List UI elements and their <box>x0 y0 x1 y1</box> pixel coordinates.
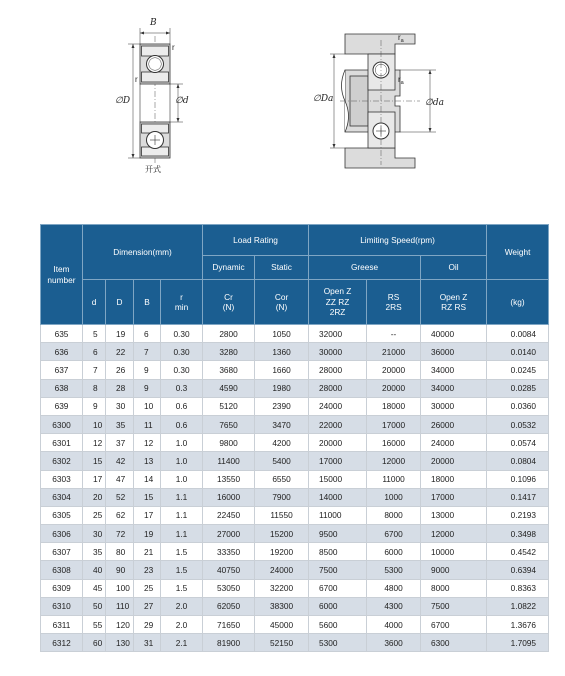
cell-weight: 0.0140 <box>487 343 549 361</box>
label-D: ∅D <box>115 96 131 106</box>
cell-r-min: 0.30 <box>161 361 203 379</box>
table-row <box>41 434 549 452</box>
cell-r-min: 0.30 <box>161 343 203 361</box>
cell-oil: 13000 <box>421 506 487 524</box>
cell-cor: 52150 <box>255 634 309 652</box>
table-row <box>41 361 549 379</box>
cell-B: 17 <box>134 506 161 524</box>
cell-d: 40 <box>83 561 106 579</box>
cell-item: 637 <box>41 361 83 379</box>
header-dimension: Dimension(mm) <box>83 225 203 280</box>
cell-oil: 6700 <box>421 616 487 634</box>
cell-weight: 0.4542 <box>487 543 549 561</box>
cell-oil: 34000 <box>421 379 487 397</box>
cell-item: 635 <box>41 325 83 343</box>
cell-item: 6301 <box>41 434 83 452</box>
cell-cr: 33350 <box>203 543 255 561</box>
table-row <box>41 579 549 597</box>
cell-r-min: 2.1 <box>161 634 203 652</box>
cell-weight: 0.0285 <box>487 379 549 397</box>
cell-d: 10 <box>83 415 106 433</box>
cell-oil: 24000 <box>421 434 487 452</box>
label-r-top: r <box>172 43 175 52</box>
cell-cr: 16000 <box>203 488 255 506</box>
table-row <box>41 634 549 652</box>
cell-greese-open: 28000 <box>309 379 367 397</box>
header-static: Static <box>255 256 309 280</box>
cell-oil: 6300 <box>421 634 487 652</box>
cell-item: 6312 <box>41 634 83 652</box>
cell-d: 6 <box>83 343 106 361</box>
cell-B: 9 <box>134 361 161 379</box>
cell-r-min: 0.6 <box>161 415 203 433</box>
cell-weight: 0.0532 <box>487 415 549 433</box>
cell-weight: 0.3498 <box>487 525 549 543</box>
table-row <box>41 379 549 397</box>
cell-D: 80 <box>106 543 134 561</box>
header-rs-2rs: RS 2RS <box>367 280 421 325</box>
cell-r-min: 0.3 <box>161 379 203 397</box>
cell-cr: 9800 <box>203 434 255 452</box>
cell-cr: 53050 <box>203 579 255 597</box>
cell-greese-rs: 5300 <box>367 561 421 579</box>
label-ra-mid: $r_a$ <box>398 75 404 86</box>
cell-B: 9 <box>134 379 161 397</box>
cell-greese-open: 8500 <box>309 543 367 561</box>
cell-greese-rs: 20000 <box>367 361 421 379</box>
cell-greese-rs: 3600 <box>367 634 421 652</box>
cell-r-min: 1.5 <box>161 543 203 561</box>
cell-oil: 30000 <box>421 397 487 415</box>
cell-D: 100 <box>106 579 134 597</box>
cell-greese-open: 22000 <box>309 415 367 433</box>
cell-cr: 71650 <box>203 616 255 634</box>
cell-r-min: 0.6 <box>161 397 203 415</box>
bearing-spec-table <box>40 224 549 652</box>
cell-greese-rs: 6000 <box>367 543 421 561</box>
cell-cor: 32200 <box>255 579 309 597</box>
cell-greese-rs: 4800 <box>367 579 421 597</box>
cell-greese-rs: 17000 <box>367 415 421 433</box>
cell-greese-rs: 1000 <box>367 488 421 506</box>
cell-weight: 0.1096 <box>487 470 549 488</box>
cell-cor: 7900 <box>255 488 309 506</box>
cell-B: 19 <box>134 525 161 543</box>
cell-D: 47 <box>106 470 134 488</box>
cell-r-min: 1.1 <box>161 488 203 506</box>
cell-greese-rs: 16000 <box>367 434 421 452</box>
header-kg: (kg) <box>487 280 549 325</box>
cell-greese-open: 20000 <box>309 434 367 452</box>
cell-item: 6304 <box>41 488 83 506</box>
cell-greese-open: 9500 <box>309 525 367 543</box>
cell-d: 5 <box>83 325 106 343</box>
cell-item: 6302 <box>41 452 83 470</box>
cell-greese-rs: 4300 <box>367 597 421 615</box>
cell-r-min: 2.0 <box>161 616 203 634</box>
header-open-z-rz-rs: Open Z RZ RS <box>421 280 487 325</box>
cell-cor: 24000 <box>255 561 309 579</box>
cell-item: 6303 <box>41 470 83 488</box>
header-load-rating: Load Rating <box>203 225 309 256</box>
cell-cr: 4590 <box>203 379 255 397</box>
cell-greese-open: 17000 <box>309 452 367 470</box>
cell-oil: 40000 <box>421 325 487 343</box>
cell-cor: 1050 <box>255 325 309 343</box>
cell-D: 35 <box>106 415 134 433</box>
cell-greese-open: 15000 <box>309 470 367 488</box>
cell-greese-rs: 20000 <box>367 379 421 397</box>
cell-cor: 1980 <box>255 379 309 397</box>
cell-oil: 18000 <box>421 470 487 488</box>
table-row <box>41 343 549 361</box>
cell-B: 6 <box>134 325 161 343</box>
table-row <box>41 597 549 615</box>
cell-D: 28 <box>106 379 134 397</box>
cell-D: 19 <box>106 325 134 343</box>
cell-weight: 0.0360 <box>487 397 549 415</box>
header-greese: Greese <box>309 256 421 280</box>
cell-D: 37 <box>106 434 134 452</box>
cell-greese-rs: 18000 <box>367 397 421 415</box>
cell-greese-open: 24000 <box>309 397 367 415</box>
header-oil: Oil <box>421 256 487 280</box>
cell-B: 12 <box>134 434 161 452</box>
cell-d: 55 <box>83 616 106 634</box>
cell-weight: 0.0245 <box>487 361 549 379</box>
cell-oil: 12000 <box>421 525 487 543</box>
cell-cor: 15200 <box>255 525 309 543</box>
cell-cor: 1360 <box>255 343 309 361</box>
cell-weight: 0.0574 <box>487 434 549 452</box>
cell-greese-open: 6700 <box>309 579 367 597</box>
table-row <box>41 525 549 543</box>
cell-cr: 11400 <box>203 452 255 470</box>
table-row <box>41 325 549 343</box>
cell-oil: 36000 <box>421 343 487 361</box>
header-open-z-zz-rz-2rz: Open Z ZZ RZ 2RZ <box>309 280 367 325</box>
cell-B: 7 <box>134 343 161 361</box>
cell-greese-open: 5600 <box>309 616 367 634</box>
cell-D: 120 <box>106 616 134 634</box>
cell-cor: 3470 <box>255 415 309 433</box>
cell-D: 42 <box>106 452 134 470</box>
cell-d: 45 <box>83 579 106 597</box>
cell-D: 22 <box>106 343 134 361</box>
bearing-drawings <box>0 0 565 200</box>
cell-cr: 81900 <box>203 634 255 652</box>
cell-B: 29 <box>134 616 161 634</box>
cell-weight: 0.0084 <box>487 325 549 343</box>
cell-item: 6306 <box>41 525 83 543</box>
cell-r-min: 1.1 <box>161 525 203 543</box>
cell-B: 13 <box>134 452 161 470</box>
cell-weight: 0.2193 <box>487 506 549 524</box>
cell-cor: 11550 <box>255 506 309 524</box>
cell-B: 31 <box>134 634 161 652</box>
cell-weight: 0.8363 <box>487 579 549 597</box>
cell-r-min: 1.0 <box>161 434 203 452</box>
cell-greese-rs: 8000 <box>367 506 421 524</box>
cell-greese-rs: 21000 <box>367 343 421 361</box>
cell-weight: 0.0804 <box>487 452 549 470</box>
label-ra-top: $r_a$ <box>398 33 404 44</box>
cell-greese-open: 6000 <box>309 597 367 615</box>
cell-greese-rs: -- <box>367 325 421 343</box>
cell-cr: 22450 <box>203 506 255 524</box>
table-row <box>41 561 549 579</box>
cell-r-min: 0.30 <box>161 325 203 343</box>
cell-item: 6309 <box>41 579 83 597</box>
header-cor: Cor (N) <box>255 280 309 325</box>
cell-oil: 10000 <box>421 543 487 561</box>
table-row <box>41 452 549 470</box>
cell-item: 6311 <box>41 616 83 634</box>
cell-d: 20 <box>83 488 106 506</box>
cell-item: 636 <box>41 343 83 361</box>
cell-cr: 40750 <box>203 561 255 579</box>
cell-d: 12 <box>83 434 106 452</box>
cell-B: 14 <box>134 470 161 488</box>
cell-cor: 19200 <box>255 543 309 561</box>
cell-oil: 17000 <box>421 488 487 506</box>
cell-d: 17 <box>83 470 106 488</box>
cell-cr: 3280 <box>203 343 255 361</box>
cell-D: 62 <box>106 506 134 524</box>
cell-d: 35 <box>83 543 106 561</box>
cell-weight: 0.6394 <box>487 561 549 579</box>
cell-r-min: 2.0 <box>161 597 203 615</box>
cell-item: 6307 <box>41 543 83 561</box>
header-D: D <box>106 280 134 325</box>
cell-cor: 5400 <box>255 452 309 470</box>
cell-cr: 7650 <box>203 415 255 433</box>
header-B: B <box>134 280 161 325</box>
label-da: ∅da <box>425 98 444 108</box>
cell-item: 6300 <box>41 415 83 433</box>
cell-cr: 62050 <box>203 597 255 615</box>
cell-oil: 20000 <box>421 452 487 470</box>
header-limiting-speed: Limiting Speed(rpm) <box>309 225 487 256</box>
cell-D: 110 <box>106 597 134 615</box>
cell-D: 26 <box>106 361 134 379</box>
cell-d: 8 <box>83 379 106 397</box>
cell-r-min: 1.0 <box>161 452 203 470</box>
cell-greese-rs: 4000 <box>367 616 421 634</box>
cell-cr: 13550 <box>203 470 255 488</box>
cell-item: 639 <box>41 397 83 415</box>
cell-cor: 38300 <box>255 597 309 615</box>
cell-D: 90 <box>106 561 134 579</box>
header-cr: Cr (N) <box>203 280 255 325</box>
label-Da: ∅Da <box>313 94 334 104</box>
cell-D: 30 <box>106 397 134 415</box>
cell-d: 30 <box>83 525 106 543</box>
header-d: d <box>83 280 106 325</box>
label-r-side: r <box>135 75 138 84</box>
cell-cr: 27000 <box>203 525 255 543</box>
cell-item: 6305 <box>41 506 83 524</box>
cell-weight: 1.7095 <box>487 634 549 652</box>
cell-item: 6308 <box>41 561 83 579</box>
cell-D: 130 <box>106 634 134 652</box>
table-row <box>41 506 549 524</box>
cell-greese-open: 30000 <box>309 343 367 361</box>
cell-weight: 0.1417 <box>487 488 549 506</box>
cell-greese-open: 28000 <box>309 361 367 379</box>
cell-cr: 5120 <box>203 397 255 415</box>
cell-item: 6310 <box>41 597 83 615</box>
cell-greese-open: 5300 <box>309 634 367 652</box>
cell-weight: 1.3676 <box>487 616 549 634</box>
cell-greese-open: 32000 <box>309 325 367 343</box>
cell-d: 60 <box>83 634 106 652</box>
cell-greese-open: 7500 <box>309 561 367 579</box>
header-r-min: r min <box>161 280 203 325</box>
cell-cor: 6550 <box>255 470 309 488</box>
cell-d: 9 <box>83 397 106 415</box>
header-weight: Weight <box>487 225 549 280</box>
caption-open-type: 开式 <box>145 165 161 174</box>
cell-cr: 3680 <box>203 361 255 379</box>
table-row <box>41 470 549 488</box>
bearing-mounting-drawing <box>330 34 436 168</box>
cell-cor: 45000 <box>255 616 309 634</box>
cell-B: 23 <box>134 561 161 579</box>
table-row <box>41 488 549 506</box>
cell-D: 52 <box>106 488 134 506</box>
table-body <box>41 325 549 652</box>
cell-d: 50 <box>83 597 106 615</box>
cell-greese-open: 14000 <box>309 488 367 506</box>
table-row <box>41 415 549 433</box>
label-d: ∅d <box>175 96 189 106</box>
cell-B: 15 <box>134 488 161 506</box>
header-item-number: Item number <box>41 225 83 325</box>
cell-oil: 7500 <box>421 597 487 615</box>
cell-B: 21 <box>134 543 161 561</box>
cell-cor: 4200 <box>255 434 309 452</box>
cell-cr: 2800 <box>203 325 255 343</box>
table-row <box>41 397 549 415</box>
cell-weight: 1.0822 <box>487 597 549 615</box>
cell-D: 72 <box>106 525 134 543</box>
cell-oil: 8000 <box>421 579 487 597</box>
cell-r-min: 1.5 <box>161 579 203 597</box>
cell-greese-rs: 6700 <box>367 525 421 543</box>
table-row <box>41 543 549 561</box>
cell-d: 15 <box>83 452 106 470</box>
cell-B: 10 <box>134 397 161 415</box>
cell-r-min: 1.0 <box>161 470 203 488</box>
cell-greese-rs: 11000 <box>367 470 421 488</box>
cell-B: 11 <box>134 415 161 433</box>
cell-r-min: 1.1 <box>161 506 203 524</box>
cell-cor: 1660 <box>255 361 309 379</box>
cell-oil: 9000 <box>421 561 487 579</box>
cell-B: 27 <box>134 597 161 615</box>
cell-r-min: 1.5 <box>161 561 203 579</box>
cell-B: 25 <box>134 579 161 597</box>
table-row <box>41 616 549 634</box>
label-B: B <box>150 18 157 28</box>
cell-oil: 26000 <box>421 415 487 433</box>
cell-cor: 2390 <box>255 397 309 415</box>
cell-greese-open: 11000 <box>309 506 367 524</box>
cell-oil: 34000 <box>421 361 487 379</box>
cell-greese-rs: 12000 <box>367 452 421 470</box>
cell-d: 7 <box>83 361 106 379</box>
cell-d: 25 <box>83 506 106 524</box>
cell-item: 638 <box>41 379 83 397</box>
header-dynamic: Dynamic <box>203 256 255 280</box>
